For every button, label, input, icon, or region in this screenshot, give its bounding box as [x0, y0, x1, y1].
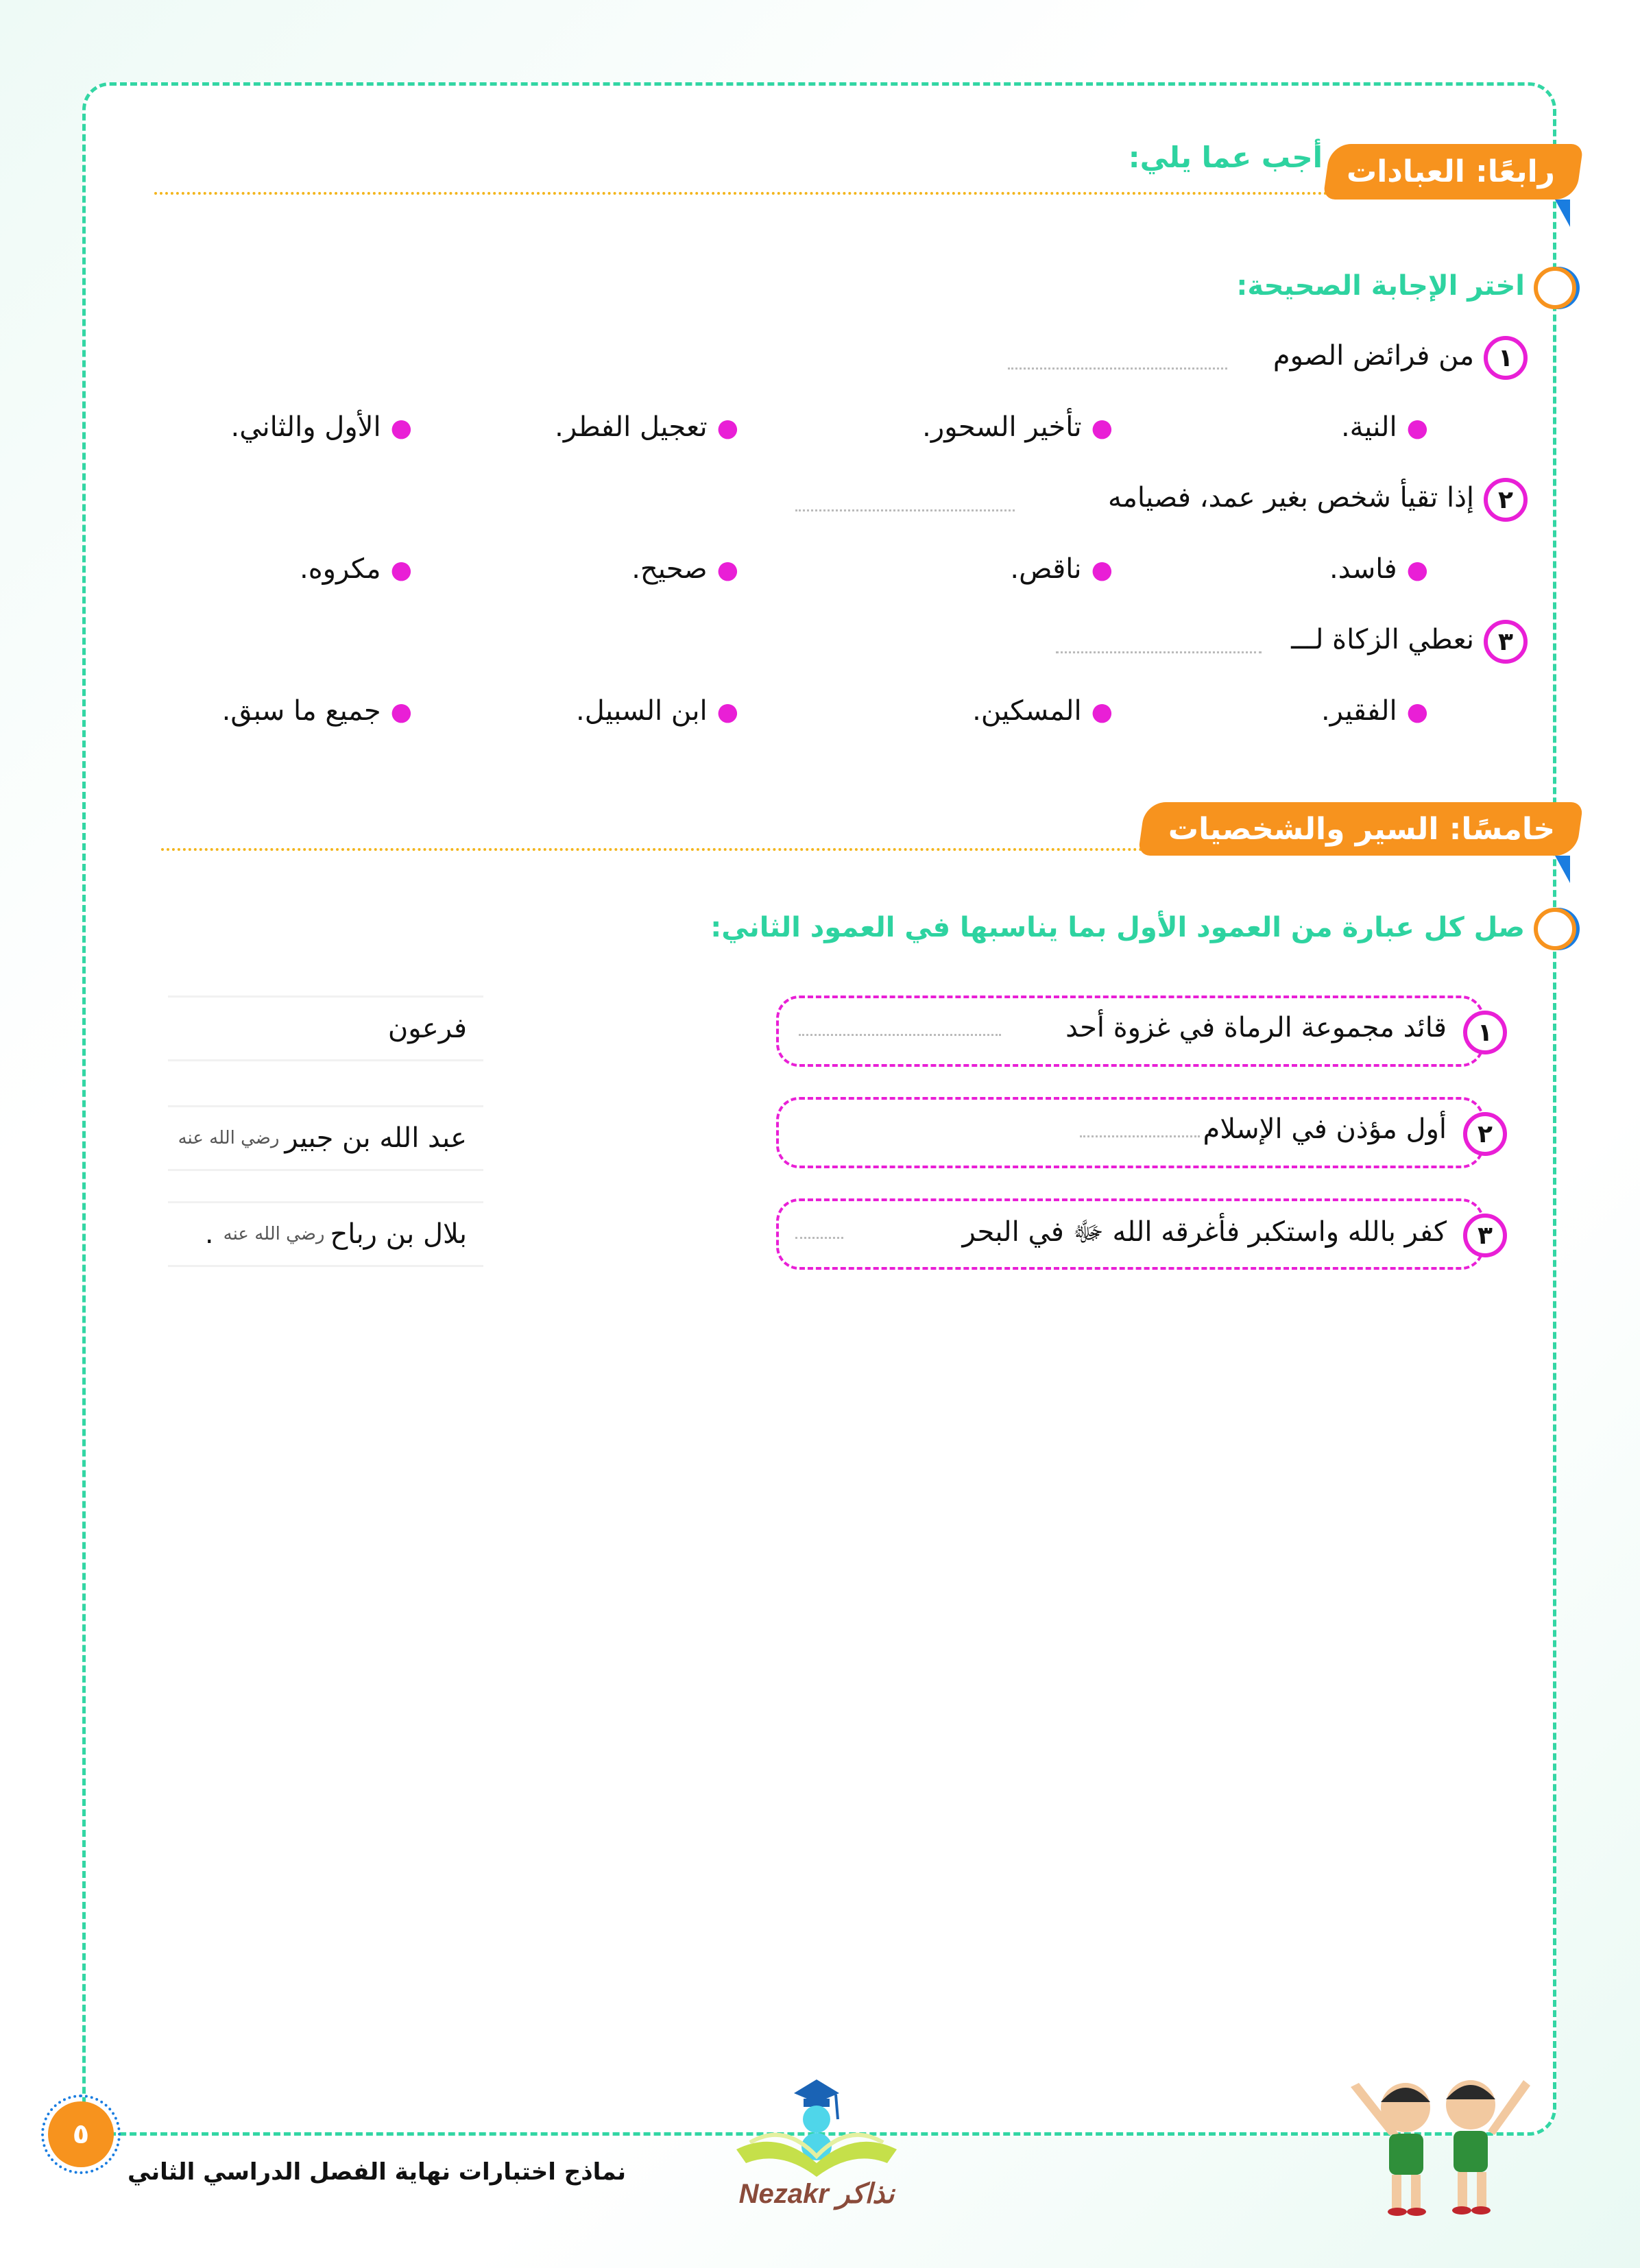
question-number [1484, 336, 1528, 380]
bullet-icon: ● [390, 414, 412, 442]
punctuation: . [204, 1218, 214, 1250]
match-blank[interactable] [1080, 1135, 1200, 1137]
svg-text:Nezakr نذاكر: Nezakr نذاكر [738, 2179, 895, 2209]
question-number [1484, 478, 1528, 522]
section-divider [161, 848, 1148, 851]
kids-illustration-icon [1344, 2060, 1532, 2219]
honorific-ligature: رضي الله عنه [223, 1224, 325, 1244]
answer-option[interactable] [576, 695, 738, 727]
section5-title: خامسًا: السير والشخصيات [1168, 811, 1555, 847]
bullet-icon: ● [1406, 414, 1428, 442]
match-number-text: ١ [1478, 1018, 1493, 1047]
match-blank[interactable] [795, 1237, 843, 1239]
answer-blank[interactable] [1008, 367, 1227, 370]
bullet-icon: ● [1091, 556, 1113, 584]
answer-option[interactable] [300, 553, 412, 585]
footer-book-title: نماذج اختبارات نهاية الفصل الدراسي الثاني [128, 2158, 626, 2186]
section-divider [154, 192, 1334, 195]
question-number-text: ١ [1498, 343, 1513, 372]
match-answer[interactable] [168, 1201, 483, 1267]
bullet-icon: ● [716, 698, 738, 726]
page-number-badge [41, 2095, 121, 2174]
match-text: كفر بالله واستكبر فأغرقه الله ﷻ في البحر [962, 1216, 1447, 1248]
answer-option[interactable] [922, 411, 1113, 443]
ribbon-tail [1555, 200, 1570, 227]
section5-header [1138, 802, 1584, 856]
match-number-text: ٣ [1478, 1221, 1493, 1250]
section5-instruction: صل كل عبارة من العمود الأول بما يناسبها في العمود الثاني: [710, 912, 1525, 943]
question-text: نعطي الزكاة لـــ [1291, 624, 1474, 655]
option-label: الأول والثاني. [230, 411, 381, 443]
option-label: تأخير السحور. [922, 411, 1082, 443]
match-answer-text: بلال بن رباح [330, 1218, 467, 1250]
match-answer[interactable] [168, 996, 483, 1061]
option-label: ابن السبيل. [576, 695, 708, 727]
section4-header [1323, 144, 1583, 200]
answer-option[interactable] [972, 695, 1113, 727]
answer-blank[interactable] [1056, 651, 1262, 653]
option-label: جميع ما سبق. [221, 695, 381, 727]
match-blank[interactable] [799, 1034, 1001, 1036]
bullet-icon: ● [1091, 698, 1113, 726]
answer-option[interactable] [230, 411, 412, 443]
option-label: فاسد. [1329, 553, 1397, 585]
answer-option[interactable] [631, 553, 738, 585]
option-label: ناقص. [1010, 553, 1082, 585]
match-text: أول مؤذن في الإسلام [1203, 1113, 1447, 1145]
logo-graphic-icon [723, 2074, 911, 2211]
bullet-icon: ● [1406, 698, 1428, 726]
option-label: تعجيل الفطر. [555, 411, 708, 443]
honorific-ligature: رضي الله عنه [178, 1128, 280, 1148]
match-answer-text: فرعون [387, 1013, 467, 1044]
option-label: المسكين. [972, 695, 1082, 727]
question-text: إذا تقيأ شخص بغير عمد، فصيامه [1108, 482, 1474, 514]
ribbon-tail [1555, 856, 1570, 883]
answer-option[interactable] [1010, 553, 1113, 585]
kids-illustration [1344, 2060, 1532, 2219]
answer-option[interactable] [555, 411, 738, 443]
match-answer[interactable] [168, 1105, 483, 1171]
question-number-text: ٣ [1498, 627, 1513, 656]
option-label: الفقير. [1321, 695, 1397, 727]
answer-option[interactable] [222, 695, 412, 727]
page-number: ٥ [48, 2101, 114, 2167]
match-number-text: ٢ [1478, 1120, 1493, 1148]
option-label: مكروه. [300, 553, 381, 585]
option-label: النية. [1340, 411, 1397, 443]
match-text: قائد مجموعة الرماة في غزوة أحد [1065, 1012, 1447, 1043]
bullet-icon: ● [1091, 414, 1113, 442]
match-number [1463, 1011, 1507, 1054]
match-answer-text: عبد الله بن جبير [285, 1122, 467, 1154]
bullet-icon: ● [716, 414, 738, 442]
question-number-text: ٢ [1498, 485, 1513, 514]
answer-option[interactable] [1321, 695, 1428, 727]
match-number [1463, 1112, 1507, 1156]
answer-blank[interactable] [795, 509, 1015, 511]
bullet-ring-icon [1534, 267, 1576, 309]
section4-subtitle: أجب عما يلي: [1128, 141, 1323, 174]
bullet-icon: ● [390, 556, 412, 584]
bullet-icon: ● [716, 556, 738, 584]
nezakr-logo [723, 2074, 911, 2211]
bullet-icon: ● [1406, 556, 1428, 584]
question-text: من فرائض الصوم [1273, 340, 1474, 372]
bullet-icon: ● [390, 698, 412, 726]
option-label: صحيح. [631, 553, 708, 585]
answer-option[interactable] [1341, 411, 1428, 443]
question-number [1484, 620, 1528, 664]
section4-instruction: اختر الإجابة الصحيحة: [1236, 270, 1525, 302]
section4-title: رابعًا: العبادات [1346, 154, 1555, 189]
answer-option[interactable] [1329, 553, 1428, 585]
bullet-ring-icon [1534, 908, 1576, 950]
match-number [1463, 1214, 1507, 1257]
